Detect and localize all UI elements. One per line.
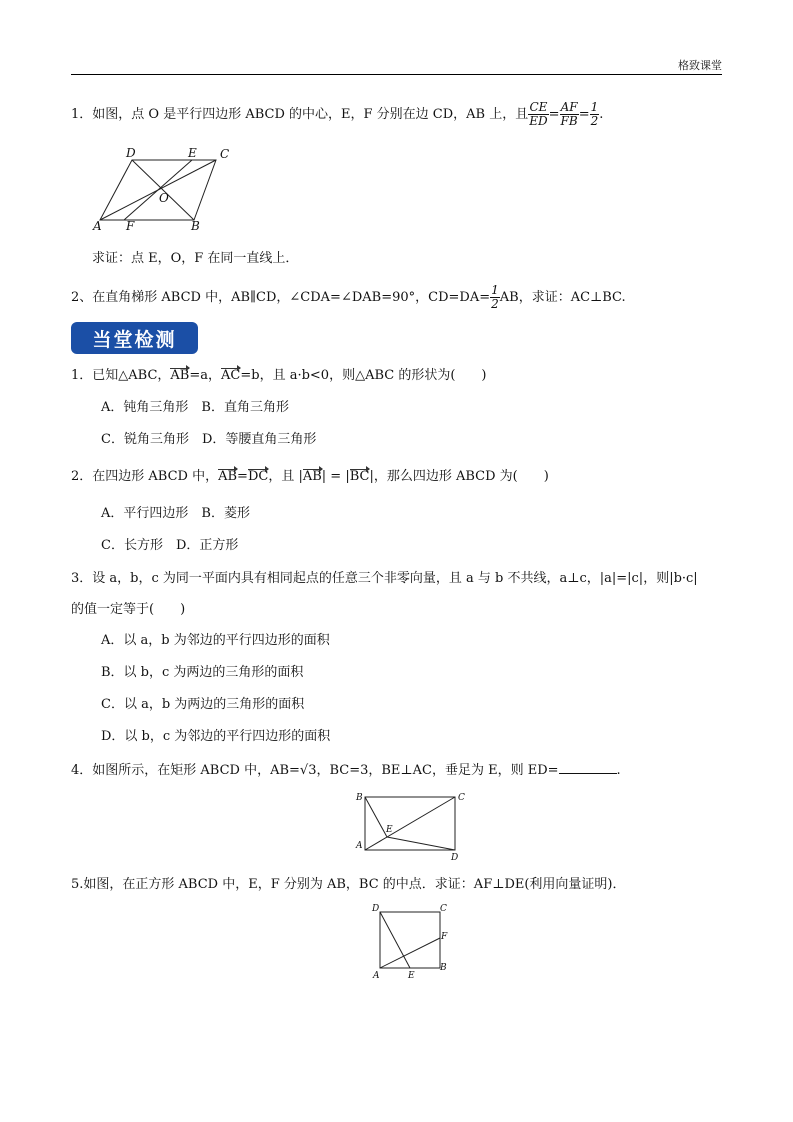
q3-option-c: C．以 a，b 为两边的三角形的面积 [101, 697, 305, 712]
frac-den: FB [560, 114, 578, 128]
q4-post: . [616, 763, 621, 778]
problem2-text-b: AB，求证：AC⊥BC. [499, 290, 626, 305]
problem2-text [71, 284, 626, 311]
frac-den: ED [529, 114, 548, 128]
q2-options-cd: C．长方形 D．正方形 [101, 538, 239, 553]
frac-num: CE [529, 100, 548, 114]
problem2-text-a: 2、在直角梯形 ABCD 中，AB∥CD，∠CDA=∠DAB=90°，CD=DA= [71, 290, 491, 305]
segment-be [365, 797, 387, 837]
parallelogram-figure [88, 144, 238, 234]
q1-pre: 1．已知△ABC， [71, 368, 171, 383]
problem1-stem-text: 1．如图，点 O 是平行四边形 ABCD 的中心，E，F 分别在边 CD，AB 上，且 [71, 107, 529, 122]
label-o: O [159, 191, 169, 205]
diagonal-db [132, 160, 194, 220]
vector-dc: DC [247, 469, 269, 484]
frac-num: 1 [590, 100, 599, 114]
q3-option-a: A．以 a，b 为邻边的平行四边形的面积 [101, 633, 330, 648]
segment-ef [124, 160, 192, 220]
segment-de [380, 912, 410, 968]
vector-ab: AB [218, 469, 238, 484]
q3-option-b: B．以 b，c 为两边的三角形的面积 [101, 665, 304, 680]
q1-options-cd: C．锐角三角形 D．等腰直角三角形 [101, 432, 317, 447]
equals-sign: = [578, 107, 590, 122]
vector-ab: AB [170, 368, 190, 383]
q3-stem-line2: 的值一定等于( ) [71, 602, 186, 617]
segment-af [380, 938, 440, 968]
label-c: C [458, 793, 465, 803]
label-b: B [440, 963, 447, 973]
problem1-stem [71, 101, 603, 128]
label-b: B [191, 219, 200, 233]
label-f: F [126, 219, 135, 233]
label-b: B [356, 793, 363, 803]
rectangle-figure [350, 788, 470, 864]
square-outline [380, 912, 440, 968]
label-e: E [188, 146, 197, 160]
square-figure [368, 900, 458, 984]
label-d: D [126, 146, 136, 160]
vector-ab: AB [302, 469, 322, 484]
fraction-one-half [490, 284, 500, 311]
q2-mid3: | = | [321, 469, 350, 484]
q2-mid1: = [237, 469, 248, 484]
q4-pre: 4．如图所示，在矩形 ABCD 中，AB=√3，BC=3，BE⊥AC，垂足为 E，则 ED= [71, 763, 559, 778]
label-e: E [408, 971, 415, 981]
frac-den: 2 [590, 114, 599, 128]
header-rule [71, 74, 722, 75]
q2-options-ab: A．平行四边形 B．菱形 [101, 506, 250, 521]
label-e: E [386, 825, 393, 835]
label-d: D [451, 853, 459, 863]
label-d: D [372, 904, 380, 914]
q2-post: |，那么四边形 ABCD 为( ) [369, 469, 549, 484]
q1-stem [71, 367, 486, 385]
equals-sign: = [548, 107, 560, 122]
header-title: 格致课堂 [678, 59, 722, 72]
period: . [599, 107, 604, 122]
q2-mid2: ，且 | [268, 469, 303, 484]
q2-pre: 2．在四边形 ABCD 中， [71, 469, 219, 484]
vector-ac: AC [221, 368, 241, 383]
q2-stem [71, 468, 549, 486]
q1-post: =b，且 a·b<0，则△ABC 的形状为( ) [240, 368, 487, 383]
segment-ed [387, 837, 455, 850]
label-a: A [356, 841, 363, 851]
fraction-af-fb [560, 101, 579, 128]
fraction-ce-ed [528, 101, 548, 128]
label-a: A [93, 219, 102, 233]
q5-stem: 5.如图，在正方形 ABCD 中，E，F 分别为 AB，BC 的中点．求证：AF⊥DE(利用向量证明)． [71, 877, 626, 892]
problem1-proof: 求证：点 E，O，F 在同一直线上． [92, 251, 299, 266]
label-c: C [220, 147, 230, 161]
frac-num: 1 [491, 283, 499, 297]
vector-bc: BC [349, 469, 370, 484]
q3-option-d: D．以 b，c 为邻边的平行四边形的面积 [101, 729, 331, 744]
section-badge: 当堂检测 [71, 322, 198, 354]
diagonal-ac [365, 797, 455, 850]
label-f: F [441, 932, 448, 942]
q4-stem [71, 761, 621, 780]
answer-blank[interactable] [559, 761, 617, 774]
frac-num: AF [560, 100, 578, 114]
label-a: A [373, 971, 380, 981]
q3-stem-line1: 3．设 a，b，c 为同一平面内具有相同起点的任意三个非零向量，且 a 与 b 不共线，a⊥c，|a|=|c|，则|b·c| [71, 571, 698, 586]
q1-options-ab: A．钝角三角形 B．直角三角形 [101, 400, 289, 415]
label-c: C [440, 904, 447, 914]
frac-den: 2 [491, 297, 499, 311]
fraction-one-half [590, 101, 600, 128]
q1-mid: =a， [189, 368, 222, 383]
